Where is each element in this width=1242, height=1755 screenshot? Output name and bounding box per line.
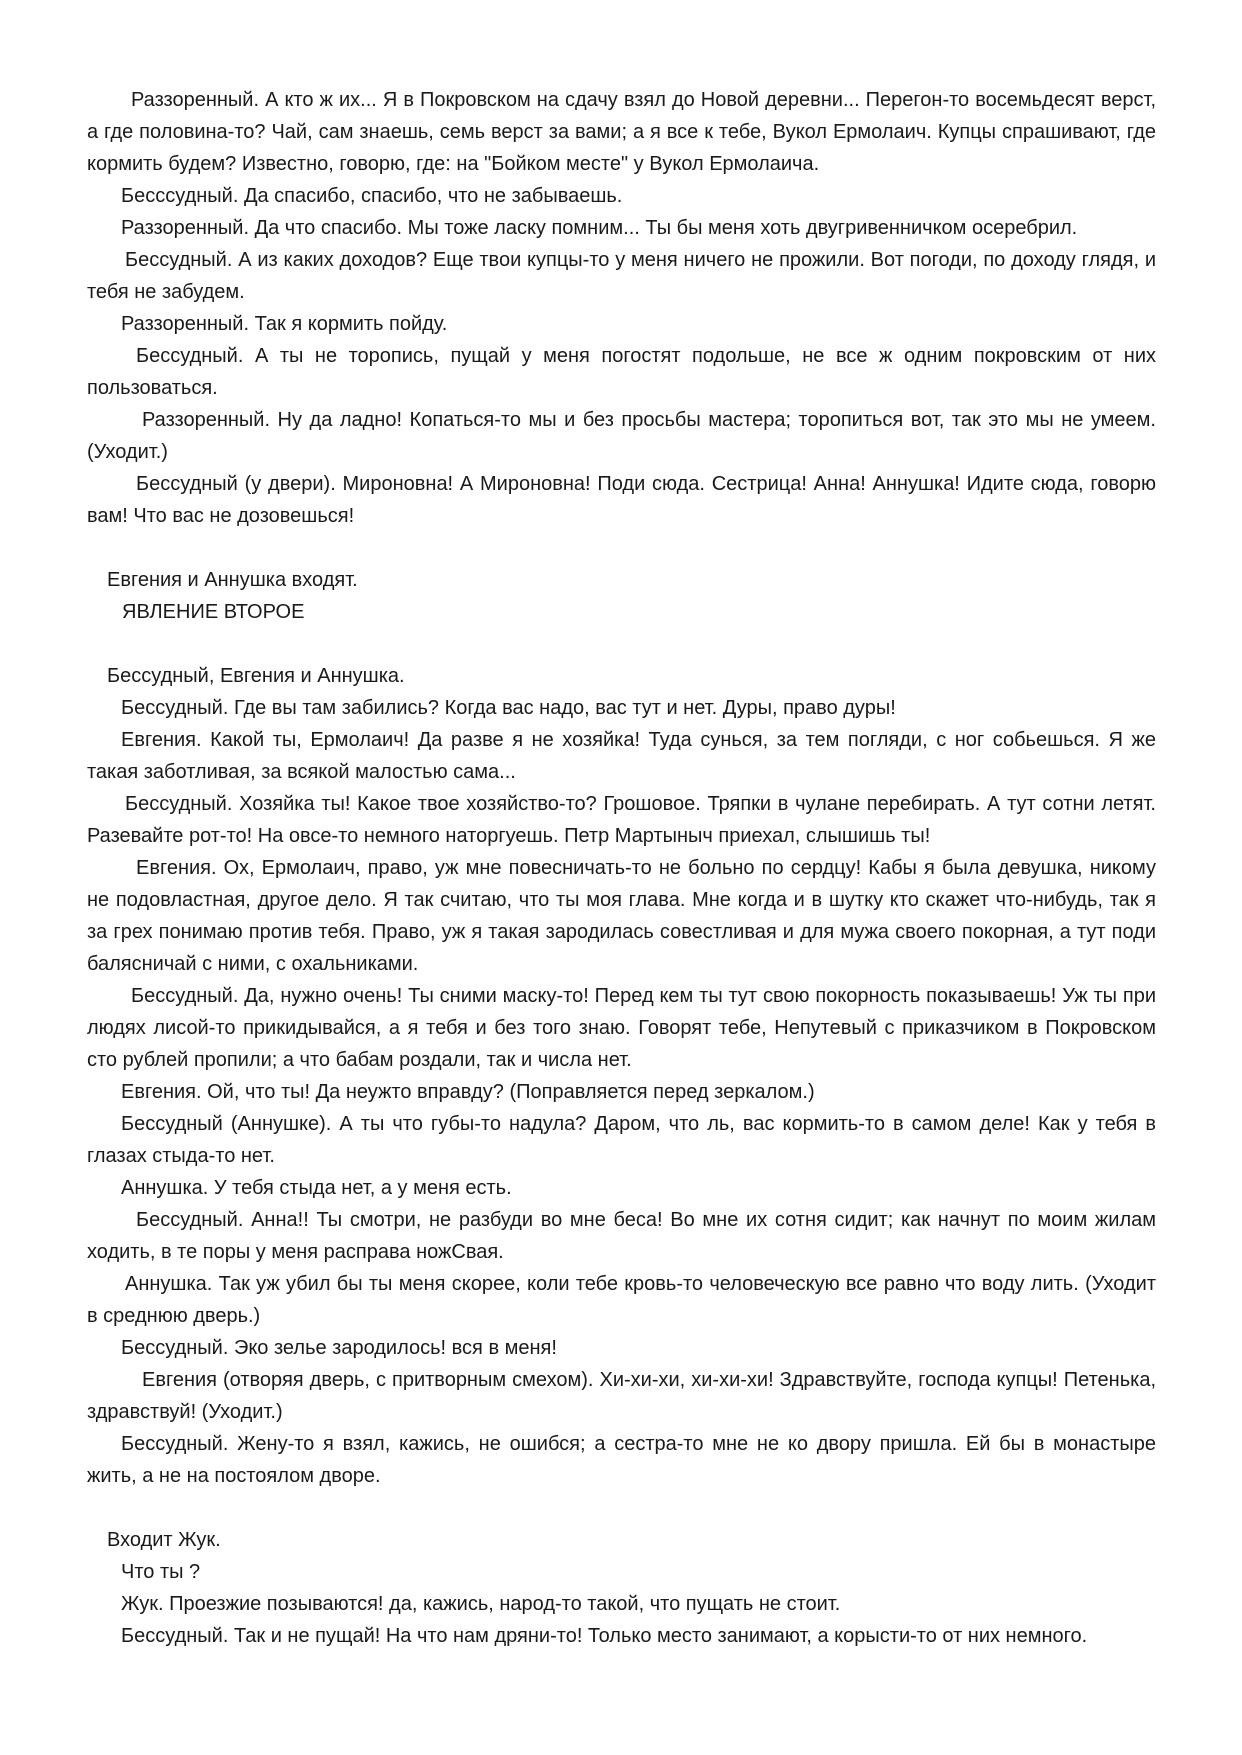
scene-heading: ЯВЛЕНИЕ ВТОРОЕ [122,601,305,623]
paragraph: Раззоренный. Ну да ладно! Копаться-то мы и без просьбы мастера; торопиться вот, так это мы не умеем. (Уходит.) [87,409,1156,463]
spacer [87,532,1156,564]
characters-list: Бессудный, Евгения и Аннушка. [107,665,405,687]
paragraph: Бессудный. Анна!! Ты смотри, не разбуди во мне беса! Во мне их сотня сидит; как начнут по моим жилам ходить, в те поры у меня расправа ножСвая. [87,1209,1156,1263]
paragraph: Аннушка. Так уж убил бы ты меня скорее, коли тебе кровь-то человеческую все равно что воду лить. (Уходит в среднюю дверь.) [87,1273,1156,1327]
spacer [87,628,1156,660]
paragraph: Бессудный (Аннушке). А ты что губы-то надула? Даром, что ль, вас кормить-то в самом деле! Как у тебя в глазах стыда-то нет. [87,1113,1156,1167]
paragraph: Бессудный. А из каких доходов? Еще твои купцы-то у меня ничего не прожили. Вот погоди, по доходу глядя, и тебя не забудем. [87,249,1156,303]
stage-direction: Входит Жук. [107,1529,221,1551]
paragraph: Раззоренный. Да что спасибо. Мы тоже ласку помним... Ты бы меня хоть двугривенничком осеребрил. [121,217,1078,239]
spacer [87,1492,1156,1524]
paragraph: Бессудный. Где вы там забились? Когда вас надо, вас тут и нет. Дуры, право дуры! [121,697,896,719]
stage-direction: Евгения и Аннушка входят. [107,569,358,591]
paragraph: Жук. Проезжие позываются! да, кажись, народ-то такой, что пущать не стоит. [121,1593,841,1615]
paragraph: Бессудный. Хозяйка ты! Какое твое хозяйство-то? Грошовое. Тряпки в чулане перебирать. А тут сотни летят. Разевайте рот-то! На овсе-то немного наторгуешь. Петр Мартыныч приехал, слышишь ты! [87,793,1156,847]
paragraph: Бесссудный. Да спасибо, спасибо, что не забываешь. [121,185,623,207]
paragraph: Бессудный. А ты не торопись, пущай у меня погостят подольше, не все ж одним покровским от них пользоваться. [87,345,1156,399]
paragraph: Бессудный (у двери). Мироновна! А Мироновна! Поди сюда. Сестрица! Анна! Аннушка! Идите сюда, говорю вам! Что вас не дозовешься! [87,473,1156,527]
paragraph: Бессудный. Так и не пущай! На что нам дряни-то! Только место занимают, а корысти-то от них немного. [121,1625,1088,1647]
paragraph: Евгения. Ох, Ермолаич, право, уж мне повесничать-то не больно по сердцу! Кабы я была девушка, никому не подовластная, другое дело. Я так считаю, что ты моя глава. Мне когда и в шутку кто скажет что-нибудь, так я за грех понимаю против тебя. Право, уж я такая зародилась совестливая и для мужа своего покорная, а тут поди балясничай с ними, с охальниками. [87,857,1156,975]
paragraph: Раззоренный. Так я кормить пойду. [121,313,448,335]
paragraph: Бессудный. Да, нужно очень! Ты сними маску-то! Перед кем ты тут свою покорность показываешь! Уж ты при людях лисой-то прикидывайся, а я тебя и без того знаю. Говорят тебе, Непутевый с приказчиком в Покровском сто рублей пропили; а что бабам роздали, так и числа нет. [87,985,1156,1071]
paragraph: Евгения (отворяя дверь, с притворным смехом). Хи-хи-хи, хи-хи-хи! Здравствуйте, господа купцы! Петенька, здравствуй! (Уходит.) [87,1369,1156,1423]
paragraph: Бессудный. Жену-то я взял, кажись, не ошибся; а сестра-то мне не ко двору пришла. Ей бы в монастыре жить, а не на постоялом дворе. [87,1433,1156,1487]
paragraph: Евгения. Какой ты, Ермолаич! Да разве я не хозяйка! Туда сунься, за тем погляди, с ног собьешься. Я же такая заботливая, за всякой малостью сама... [87,729,1156,783]
paragraph: Что ты ? [121,1561,201,1583]
paragraph: Евгения. Ой, что ты! Да неужто вправду? (Поправляется перед зеркалом.) [121,1081,815,1103]
paragraph: Бессудный. Эко зелье зародилось! вся в меня! [121,1337,557,1359]
paragraph: Аннушка. У тебя стыда нет, а у меня есть. [121,1177,512,1199]
paragraph: Раззоренный. А кто ж их... Я в Покровском на сдачу взял до Новой деревни... Перегон-то восемьдесят верст, а где половина-то? Чай, сам знаешь, семь верст за вами; а я все к тебе, Вукол Ермолаич. Купцы спрашивают, где кормить будем? Известно, говорю, где: на "Бойком месте" у Вукол Ермолаича. [87,89,1156,175]
